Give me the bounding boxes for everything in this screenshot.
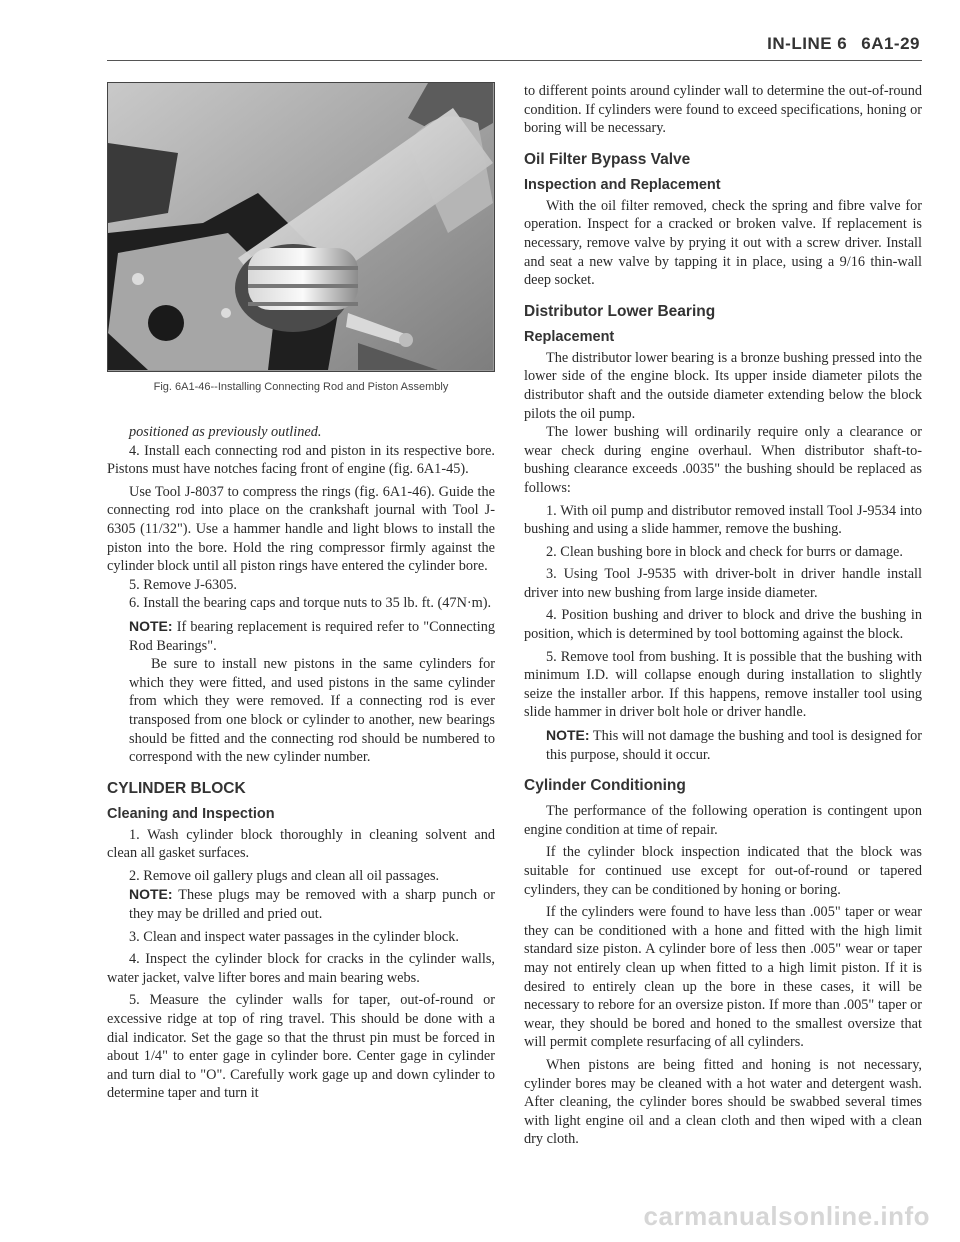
page-header [767,34,920,54]
paragraph: If the cylinders were found to have less than .005" taper or wear they can be conditioned with a hone and fitted with the high limit standard size piston. A cylinder bore of less then .005" wear or taper may not entirely clean up when fitted to a high limit piston. If it is desired to entirely clean up the bore in these cases, it will be necessary to rebore for an oversize piston. If more than .005" taper or wear, they should be bored and honed to the smallest oversize that will permit complete resurfacing of all cylinders. [524,904,922,1051]
subheading-replacement: Replacement [524,328,615,345]
left-column [107,82,495,1103]
step-remove-tool: 5. Remove tool from bushing. It is possible that the bushing with minimum I.D. will collapse enough during installation to slightly seize the installer arbor. If this happens, remove installer tool using slide hammer in driver bolt hole or driver handle. [524,648,922,721]
watermark: carmanualsonline.info [643,1201,930,1231]
step-install-bearing-caps: 6. Install the bearing caps and torque nuts to 35 lb. ft. (47N·m). [129,595,492,612]
step-inspect-water-passages: 3. Clean and inspect water passages in the cylinder block. [129,928,459,945]
step-remove-bushing: 1. With oil pump and distributor removed install Tool J-9534 into bushing and using a slide hammer, remove the bushing. [524,502,922,538]
section-heading-cylinder-block: CYLINDER BLOCK [107,779,246,797]
note-label: NOTE: [129,886,173,903]
paragraph: The distributor lower bearing is a bronze bushing pressed into the lower side of the engine block. Its upper inside diameter pilots the distributor shaft and the outside diameter extending below the block pilots the oil pump. [524,349,922,422]
step-install-driver: 3. Using Tool J-9535 with driver-bolt in driver handle install driver into new bushing from large inside diameter. [524,566,922,601]
paragraph: Use Tool J-8037 to compress the rings (fig. 6A1-46). Guide the connecting rod into place on the crankshaft journal with Tool J-6305 (11/32"). Use a hammer handle and light blows to install the piston into the bore. Hold the ring compressor firmly against the cylinder block until all piston rings have entered the cylinder bore. [107,483,495,575]
step-inspect-cracks: 4. Inspect the cylinder block for cracks in the cylinder walls, water jacket, valve lifter bores and main bearing webs. [107,951,495,986]
step-clean-bore: 2. Clean bushing bore in block and check for burrs or damage. [546,543,903,560]
note-continuation: Be sure to install new pistons in the same cylinders for which they were fitted, and used pistons in the same cylinder from which they were removed. If a connecting rod is ever transposed from one block or cylinder to another, new bearings should be fitted and the connecting rod should be numbered to correspond with the new cylinder number. [129,656,495,766]
figure-piston-install-photo [107,82,495,372]
paragraph: The lower bushing will ordinarily require only a clearance or wear check during engine overhaul. When distributor shaft-to-bushing clearance exceeds .0035" the bushing should be replaced as follows: [524,424,922,496]
subheading-cleaning-inspection: Cleaning and Inspection [107,805,275,822]
section-heading-cylinder-conditioning: Cylinder Conditioning [524,777,686,795]
section-heading-distributor-bearing: Distributor Lower Bearing [524,302,716,320]
figure-caption: Fig. 6A1-46--Installing Connecting Rod and Piston Assembly [153,381,449,393]
note: NOTE: This will not damage the bushing and tool is designed for this purpose, should it occur. [546,727,922,763]
piston-install-illustration [108,83,493,370]
right-column [524,82,922,1149]
step-remove-tool: 5. Remove J-6305. [129,576,238,593]
paragraph: The performance of the following operation is contingent upon engine condition at time of repair. [524,803,922,838]
paragraph: If the cylinder block inspection indicated that the block was suitable for continued use except for out-of-round or tapered cylinders, they can be conditioned by honing or boring. [524,844,922,898]
paragraph: When pistons are being fitted and honing is not necessary, cylinder bores may be cleaned with a hot water and detergent wash. After cleaning, the cylinder bores should be swabbed several times with light engine oil and a clean cloth and then wiped with a clean dry cloth. [524,1056,922,1148]
step-install-rod-piston: 4. Install each connecting rod and piston in its respective bore. Pistons must have notches facing front of engine (fig. 6A1-45). [107,442,495,478]
section-heading-oil-filter-bypass: Oil Filter Bypass Valve [524,150,691,168]
paragraph: to different points around cylinder wall to determine the out-of-round condition. If cylinders were found to exceed specifications, honing or boring will be necessary. [524,83,922,137]
paragraph: With the oil filter removed, check the spring and fibre valve for operation. Inspect for a cracked or broken valve. If replacement is necessary, remove valve by prying it out with a screw driver. Install and seat a new valve by tapping it in place, using a 9/16 thin-wall deep socket. [524,197,922,289]
subheading-inspection-replacement: Inspection and Replacement [524,176,721,193]
header-rule [107,60,922,61]
header-page-number: 6A1-29 [861,34,920,53]
step-position-bushing: 4. Position bushing and driver to block and drive the bushing in position, which is determined by tool bottoming against the block. [524,607,922,643]
step-wash-block: 1. Wash cylinder block thoroughly in cleaning solvent and clean all gasket surfaces. [107,826,495,862]
note: NOTE: If bearing replacement is required refer to "Connecting Rod Bearings". [129,617,495,654]
paragraph: positioned as previously outlined. [129,424,322,440]
note-label: NOTE: [129,617,173,634]
header-section: IN-LINE 6 [767,34,848,53]
step-remove-plugs: 2. Remove oil gallery plugs and clean all oil passages. [129,867,440,884]
note: NOTE: These plugs may be removed with a sharp punch or they may be drilled and pried out. [129,886,495,923]
note-label: NOTE: [546,727,590,744]
step-measure-walls: 5. Measure the cylinder walls for taper, out-of-round or excessive ridge at top of ring travel. This should be done with a dial indicator. Set the gage so that the thrust pin must be forced in about 1/4" to enter gage in cylinder bore. Center gage in cylinder and turn dial to "O". Carefully work gage up and down cylinder to determine taper and turn it [107,992,495,1102]
